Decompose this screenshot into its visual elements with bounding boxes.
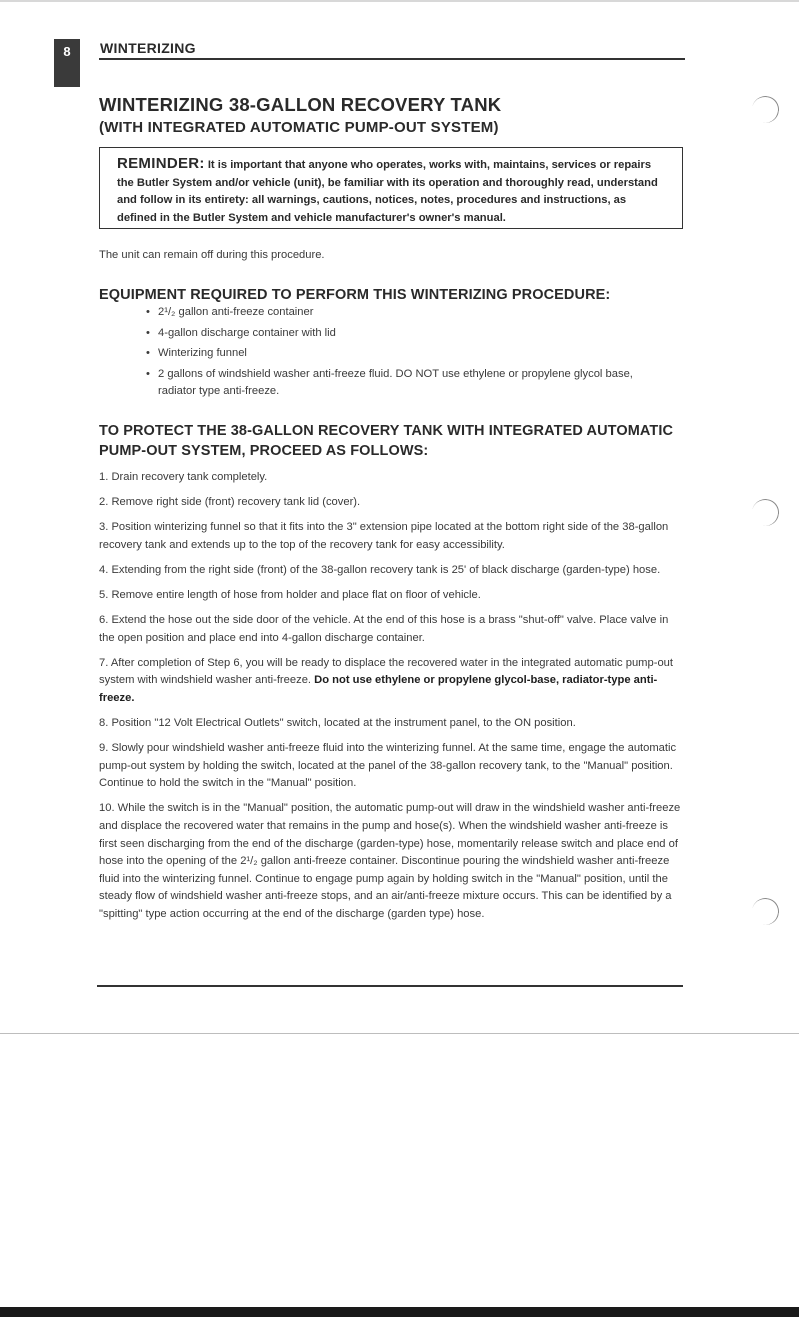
equipment-item: • 4-gallon discharge container with lid	[146, 325, 666, 342]
binder-hole-icon	[750, 896, 781, 927]
page-title: WINTERIZING 38-GALLON RECOVERY TANK	[99, 94, 502, 115]
equipment-item: • 2¹/₂ gallon anti-freeze container	[146, 304, 666, 321]
procedure-step: 6. Extend the hose out the side door of the vehicle. At the end of this hose is a brass "shut-off" valve. Place valve in the open position and place end into 4-gallon discharge container.	[99, 614, 669, 644]
binder-hole-icon	[750, 497, 781, 528]
procedure-step: 2. Remove right side (front) recovery tank lid (cover).	[99, 496, 361, 509]
equipment-heading: EQUIPMENT REQUIRED TO PERFORM THIS WINTERIZING PROCEDURE:	[99, 287, 611, 303]
page-top-edge	[0, 0, 799, 2]
procedure-steps	[99, 469, 685, 931]
page-number-badge: 8	[54, 39, 80, 87]
footer-divider	[97, 985, 683, 987]
reminder-label: REMINDER:	[117, 155, 205, 172]
reminder-box	[99, 147, 683, 229]
procedure-step: 10. While the switch is in the "Manual" position, the automatic pump-out will draw in the windshield washer anti-freeze and displace the recovered water that remains in the pump and hose(s). When the windshield washer anti-freeze is first seen discharging from the end of the discharge (garden-type) hose, momentarily release switch and place end of hose into the opening of the 2¹/₂ gallon anti-freeze container. Discontinue pouring the windshield washer anti-freeze fluid into the winterizing funnel. Continue to engage pump again by holding switch in the "Manual" position, until the steady flow of windshield washer anti-freeze stops, and an air/anti-freeze mixture occurs. This can be identified by a "spitting" type action occurring at the end of the discharge (garden type) hose.	[99, 802, 681, 920]
procedure-step: 4. Extending from the right side (front) of the 38-gallon recovery tank is 25' of black discharge (garden-type) hose.	[99, 563, 661, 576]
procedure-step: 8. Position "12 Volt Electrical Outlets" switch, located at the instrument panel, to the ON position.	[99, 717, 576, 730]
warning-bold-text: Do not use ethylene or propylene glycol-base, radiator-type anti-freeze.	[99, 674, 658, 704]
page-fold-line	[0, 1033, 799, 1034]
reminder-text: It is important that anyone who operates, works with, maintains, services or repairs the Butler System and/or vehicle (unit), be familiar with its operation and thoroughly read, understand and follow in its entirety: all warnings, cautions, notices, notes, procedures and instructions, as defined in the Butler System and vehicle manufacturer's owner's manual.	[117, 159, 658, 224]
page-subtitle: (WITH INTEGRATED AUTOMATIC PUMP-OUT SYSTEM)	[99, 119, 499, 136]
procedure-step: 3. Position winterizing funnel so that it fits into the 3" extension pipe located at the bottom right side of the 38-gallon recovery tank and extends up to the top of the recovery tank for easy accessibility.	[99, 521, 669, 551]
scan-bottom-edge	[0, 1307, 799, 1317]
header-divider	[99, 58, 685, 60]
procedure-step: 5. Remove entire length of hose from holder and place flat on floor of vehicle.	[99, 588, 481, 601]
procedure-heading: TO PROTECT THE 38-GALLON RECOVERY TANK WITH INTEGRATED AUTOMATIC PUMP-OUT SYSTEM, PROCEED AS FOLLOWS:	[99, 423, 674, 459]
procedure-step: 9. Slowly pour windshield washer anti-freeze fluid into the winterizing funnel. At the same time, engage the automatic pump-out system by holding the switch, located at the panel of the 38-gallon recovery tank, to the "Manual" position. Continue to hold the switch in the "Manual" position.	[99, 742, 677, 790]
equipment-item: • 2 gallons of windshield washer anti-freeze fluid. DO NOT use ethylene or propylene glycol base, radiator type anti-freeze.	[146, 366, 666, 400]
equipment-item: • Winterizing funnel	[146, 345, 666, 362]
binder-hole-icon	[750, 94, 781, 125]
intro-paragraph: The unit can remain off during this procedure.	[99, 249, 325, 261]
procedure-step: 1. Drain recovery tank completely.	[99, 471, 268, 483]
procedure-step: 7. After completion of Step 6, you will be ready to displace the recovered water in the integrated automatic pump-out system with windshield washer anti-freeze. Do not use ethylene or propylene glycol-base, radiator-type anti-freeze.	[99, 656, 673, 704]
section-header-title: WINTERIZING	[100, 40, 196, 56]
equipment-list	[146, 304, 666, 403]
